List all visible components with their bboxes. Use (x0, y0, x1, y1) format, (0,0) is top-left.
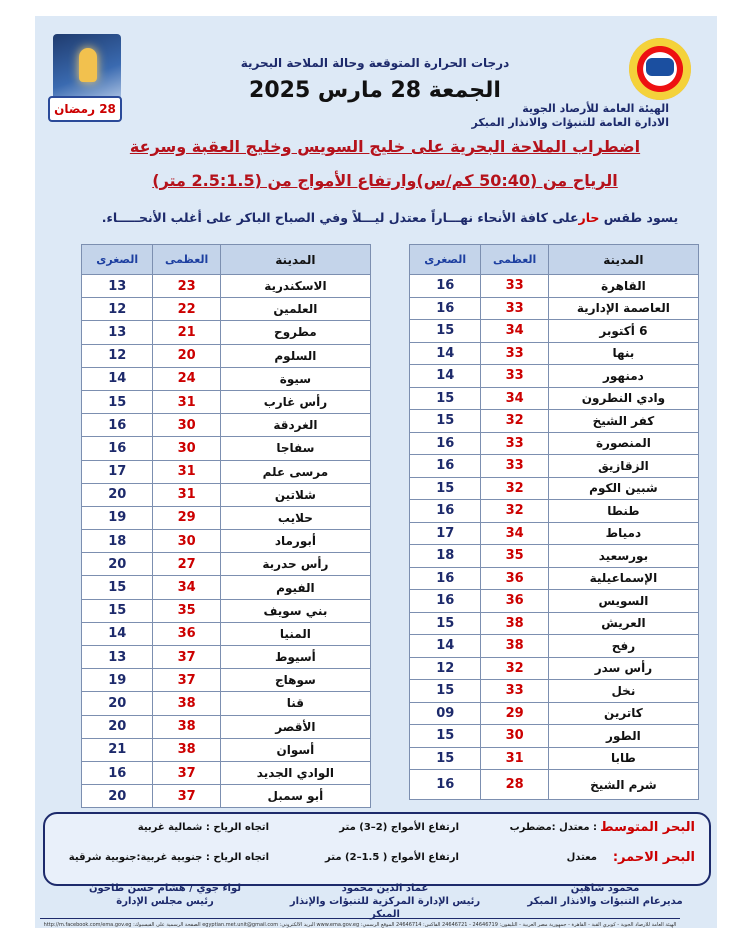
max-temp-cell: 35 (481, 545, 548, 568)
min-temp-cell: 16 (410, 770, 481, 800)
max-temp-cell: 37 (153, 761, 220, 784)
min-temp-cell: 16 (410, 297, 481, 320)
signature-3 (75, 882, 255, 908)
signature-2-title: رئيس الإدارة المركزية للتنبؤات والإنذار المبكر (289, 896, 481, 920)
warning-line-2: الرياح من (50:40 كم/س)وارتفاع الأمواج من (2.5:1.5 متر) (152, 171, 618, 190)
max-temp-cell: 33 (481, 342, 548, 365)
city-cell: الأقصر (220, 715, 370, 738)
sea-row-mediterranean (45, 820, 709, 848)
max-temp-cell: 22 (153, 298, 220, 321)
max-temp-cell: 37 (153, 669, 220, 692)
min-temp-cell: 15 (410, 387, 481, 410)
table-row (82, 321, 371, 344)
city-cell: السلوم (220, 344, 370, 367)
table-row (410, 612, 699, 635)
max-temp-cell: 35 (153, 599, 220, 622)
min-temp-cell: 16 (410, 275, 481, 298)
header-min: الصغرى (410, 245, 481, 275)
city-cell: كاترين (548, 702, 698, 725)
signature-2 (275, 882, 495, 921)
table-row (410, 725, 699, 748)
sea-state-mediterranean: : معتدل :مضطرب (509, 822, 597, 833)
max-temp-cell: 24 (153, 367, 220, 390)
temperature-table-right (409, 244, 699, 800)
table-row (82, 761, 371, 784)
max-temp-cell: 31 (153, 460, 220, 483)
city-cell: حلايب (220, 506, 370, 529)
sea-state-red-sea: معتدل (566, 852, 597, 863)
max-temp-cell: 37 (153, 646, 220, 669)
city-cell: وادي النطرون (548, 387, 698, 410)
table-row (410, 770, 699, 800)
wave-height-mediterranean: ارتفاع الأمواج (2–3) متر (339, 822, 459, 833)
min-temp-cell: 14 (410, 635, 481, 658)
ramadan-date-badge: 28 رمضان (48, 96, 122, 122)
max-temp-cell: 36 (153, 622, 220, 645)
forecast-date: الجمعة 28 مارس 2025 (249, 78, 501, 103)
min-temp-cell: 14 (82, 622, 153, 645)
city-cell: طابا (548, 747, 698, 770)
city-cell: 6 أكتوبر (548, 320, 698, 343)
city-cell: الغردقة (220, 414, 370, 437)
city-cell: شلاتين (220, 483, 370, 506)
city-cell: الطور (548, 725, 698, 748)
min-temp-cell: 13 (82, 275, 153, 298)
table-row (410, 387, 699, 410)
max-temp-cell: 28 (481, 770, 548, 800)
min-temp-cell: 19 (82, 506, 153, 529)
city-cell: الفيوم (220, 576, 370, 599)
max-temp-cell: 20 (153, 344, 220, 367)
min-temp-cell: 15 (410, 747, 481, 770)
signature-2-name: عماد الدين محمود (341, 883, 429, 894)
header-min: الصغرى (82, 245, 153, 275)
max-temp-cell: 33 (481, 275, 548, 298)
max-temp-cell: 38 (481, 635, 548, 658)
min-temp-cell: 15 (82, 390, 153, 413)
table-row (82, 553, 371, 576)
city-cell: بني سويف (220, 599, 370, 622)
table-row (410, 680, 699, 703)
org-line-1: الهيئة العامة للأرصاد الجوية (522, 102, 669, 115)
max-temp-cell: 27 (153, 553, 220, 576)
table-row (82, 530, 371, 553)
table-row (410, 567, 699, 590)
max-temp-cell: 21 (153, 321, 220, 344)
city-cell: المنصورة (548, 432, 698, 455)
footer-divider (40, 918, 680, 919)
wave-height-red-sea: ارتفاع الأمواج ( 1.5–2) متر (325, 852, 459, 863)
min-temp-cell: 15 (82, 599, 153, 622)
page-subtitle: درجات الحرارة المتوقعة وحالة الملاحة البحرية (240, 56, 510, 70)
table-row (410, 500, 699, 523)
city-cell: رأس غارب (220, 390, 370, 413)
min-temp-cell: 15 (410, 725, 481, 748)
min-temp-cell: 21 (82, 738, 153, 761)
min-temp-cell: 15 (410, 410, 481, 433)
table-row (410, 522, 699, 545)
min-temp-cell: 17 (410, 522, 481, 545)
min-temp-cell: 16 (410, 432, 481, 455)
min-temp-cell: 09 (410, 702, 481, 725)
table-row (410, 635, 699, 658)
city-cell: المنيا (220, 622, 370, 645)
table-row (410, 747, 699, 770)
min-temp-cell: 12 (82, 344, 153, 367)
min-temp-cell: 15 (82, 576, 153, 599)
city-cell: القاهرة (548, 275, 698, 298)
weather-summary-part-2: على كافة الأنحاء نهـــاراً معتدل ليـــلاً وفي الصباح الباكر على أغلب الأنحـــــاء. (101, 210, 579, 225)
city-cell: رأس سدر (548, 657, 698, 680)
max-temp-cell: 34 (481, 522, 548, 545)
sea-conditions-box (43, 812, 711, 886)
table-row (82, 298, 371, 321)
min-temp-cell: 16 (82, 761, 153, 784)
city-cell: الإسماعيلية (548, 567, 698, 590)
city-cell: رفح (548, 635, 698, 658)
city-cell: دمياط (548, 522, 698, 545)
table-row (410, 320, 699, 343)
city-cell: طنطا (548, 500, 698, 523)
min-temp-cell: 16 (410, 590, 481, 613)
city-cell: الزقازيق (548, 455, 698, 478)
max-temp-cell: 38 (153, 715, 220, 738)
max-temp-cell: 33 (481, 455, 548, 478)
max-temp-cell: 34 (481, 320, 548, 343)
table-row (410, 410, 699, 433)
table-row (82, 367, 371, 390)
min-temp-cell: 13 (82, 321, 153, 344)
max-temp-cell: 33 (481, 365, 548, 388)
sea-name-red-sea: البحر الاحمر: (612, 850, 695, 865)
table-row (410, 477, 699, 500)
header-max: العظمى (481, 245, 548, 275)
table-row (410, 342, 699, 365)
min-temp-cell: 16 (410, 567, 481, 590)
max-temp-cell: 31 (481, 747, 548, 770)
max-temp-cell: 30 (481, 725, 548, 748)
table-row (410, 432, 699, 455)
city-cell: العاصمة الإدارية (548, 297, 698, 320)
max-temp-cell: 23 (153, 275, 220, 298)
city-cell: سيوة (220, 367, 370, 390)
sea-row-red-sea (45, 850, 709, 878)
city-cell: شرم الشيخ (548, 770, 698, 800)
min-temp-cell: 14 (82, 367, 153, 390)
max-temp-cell: 33 (481, 297, 548, 320)
weather-summary (75, 210, 705, 225)
ema-logo-icon (629, 38, 691, 100)
min-temp-cell: 18 (82, 530, 153, 553)
signature-1-name: محمود شاهين (570, 883, 640, 894)
city-cell: بنها (548, 342, 698, 365)
city-cell: أسيوط (220, 646, 370, 669)
city-cell: مرسى علم (220, 460, 370, 483)
min-temp-cell: 20 (82, 785, 153, 808)
min-temp-cell: 16 (410, 455, 481, 478)
city-cell: دمنهور (548, 365, 698, 388)
forecast-sheet (35, 16, 717, 928)
city-cell: سفاجا (220, 437, 370, 460)
city-cell: أبورماد (220, 530, 370, 553)
table-row (82, 390, 371, 413)
min-temp-cell: 15 (410, 612, 481, 635)
warning-headline (75, 130, 695, 198)
table-row (82, 669, 371, 692)
city-cell: مطروح (220, 321, 370, 344)
max-temp-cell: 32 (481, 657, 548, 680)
table-row (82, 646, 371, 669)
table-row (82, 738, 371, 761)
city-cell: قنا (220, 692, 370, 715)
min-temp-cell: 20 (82, 483, 153, 506)
table-row (82, 483, 371, 506)
min-temp-cell: 14 (410, 342, 481, 365)
min-temp-cell: 15 (410, 477, 481, 500)
max-temp-cell: 30 (153, 414, 220, 437)
max-temp-cell: 29 (481, 702, 548, 725)
city-cell: بورسعيد (548, 545, 698, 568)
max-temp-cell: 31 (153, 483, 220, 506)
city-cell: رأس حدربة (220, 553, 370, 576)
city-cell: العريش (548, 612, 698, 635)
warning-line-1: اضطراب الملاحة البحرية على خليج السويس وخليج العقبة وسرعة (129, 137, 641, 156)
signature-1 (515, 882, 695, 908)
wind-direction-red-sea: اتجاه الرياح : جنوبية غربية:جنوبية شرقية (68, 852, 269, 863)
table-row (410, 455, 699, 478)
signature-1-title: مديرعام التنبؤات والانذار المبكر (527, 896, 683, 907)
table-row (82, 576, 371, 599)
max-temp-cell: 37 (153, 785, 220, 808)
org-line-2: الادارة العامة للتنبؤات والانذار المبكر (471, 116, 669, 129)
min-temp-cell: 19 (82, 669, 153, 692)
table-row (82, 599, 371, 622)
footer-contact: الهيئة العامة للأرصاد الجوية - كوبري القبة - القاهرة - جمهورية مصر العربية - التليفون: 24646719 - 24646721 الفاكس: 24646714 الموقع الرسمي: www.ema.gov.eg البريد الالكتروني: egyptian.met.unit@gmail.com الصفحة الرسمية على الفيسبوك: http://m.facebook.com/ema.gov.eg (43, 922, 677, 928)
min-temp-cell: 16 (82, 414, 153, 437)
max-temp-cell: 31 (153, 390, 220, 413)
min-temp-cell: 16 (82, 437, 153, 460)
table-row (410, 297, 699, 320)
max-temp-cell: 34 (153, 576, 220, 599)
min-temp-cell: 18 (410, 545, 481, 568)
weather-summary-hot: حار (578, 210, 600, 225)
table-row (82, 506, 371, 529)
min-temp-cell: 15 (410, 680, 481, 703)
header-city: المدينة (548, 245, 698, 275)
max-temp-cell: 38 (153, 692, 220, 715)
max-temp-cell: 29 (153, 506, 220, 529)
table-row (410, 365, 699, 388)
min-temp-cell: 15 (410, 320, 481, 343)
table-row (410, 545, 699, 568)
temperature-table-left (81, 244, 371, 808)
signatures (75, 882, 695, 922)
city-cell: السويس (548, 590, 698, 613)
table-row (82, 344, 371, 367)
table-row (410, 275, 699, 298)
table-row (82, 785, 371, 808)
table-row (82, 460, 371, 483)
max-temp-cell: 38 (153, 738, 220, 761)
sea-name-mediterranean: البحر المتوسط (600, 820, 695, 835)
max-temp-cell: 36 (481, 567, 548, 590)
table-row (410, 702, 699, 725)
header-city: المدينة (220, 245, 370, 275)
max-temp-cell: 38 (481, 612, 548, 635)
signature-3-title: رئيس مجلس الإدارة (116, 896, 214, 907)
city-cell: الوادي الجديد (220, 761, 370, 784)
table-row (410, 657, 699, 680)
city-cell: أبو سمبل (220, 785, 370, 808)
table-row (82, 622, 371, 645)
table-row (82, 275, 371, 298)
min-temp-cell: 14 (410, 365, 481, 388)
max-temp-cell: 30 (153, 530, 220, 553)
max-temp-cell: 32 (481, 500, 548, 523)
table-row (82, 414, 371, 437)
min-temp-cell: 12 (410, 657, 481, 680)
weather-summary-part-1: يسود طقس (599, 210, 679, 225)
organization-name (439, 102, 669, 130)
max-temp-cell: 33 (481, 680, 548, 703)
min-temp-cell: 20 (82, 553, 153, 576)
city-cell: شبين الكوم (548, 477, 698, 500)
city-cell: كفر الشيخ (548, 410, 698, 433)
city-cell: الاسكندرية (220, 275, 370, 298)
min-temp-cell: 13 (82, 646, 153, 669)
header-max: العظمى (153, 245, 220, 275)
max-temp-cell: 36 (481, 590, 548, 613)
max-temp-cell: 32 (481, 410, 548, 433)
table-row (82, 692, 371, 715)
signature-3-name: لواء جوي / هشام حسن طاحون (88, 883, 242, 894)
min-temp-cell: 16 (410, 500, 481, 523)
city-cell: سوهاج (220, 669, 370, 692)
min-temp-cell: 20 (82, 692, 153, 715)
wind-direction-mediterranean: اتجاه الرياح : شمالية غربية (137, 822, 269, 833)
min-temp-cell: 12 (82, 298, 153, 321)
table-row (82, 715, 371, 738)
city-cell: العلمين (220, 298, 370, 321)
min-temp-cell: 20 (82, 715, 153, 738)
max-temp-cell: 32 (481, 477, 548, 500)
max-temp-cell: 30 (153, 437, 220, 460)
city-cell: نخل (548, 680, 698, 703)
min-temp-cell: 17 (82, 460, 153, 483)
table-row (410, 590, 699, 613)
city-cell: أسوان (220, 738, 370, 761)
max-temp-cell: 34 (481, 387, 548, 410)
max-temp-cell: 33 (481, 432, 548, 455)
table-row (82, 437, 371, 460)
